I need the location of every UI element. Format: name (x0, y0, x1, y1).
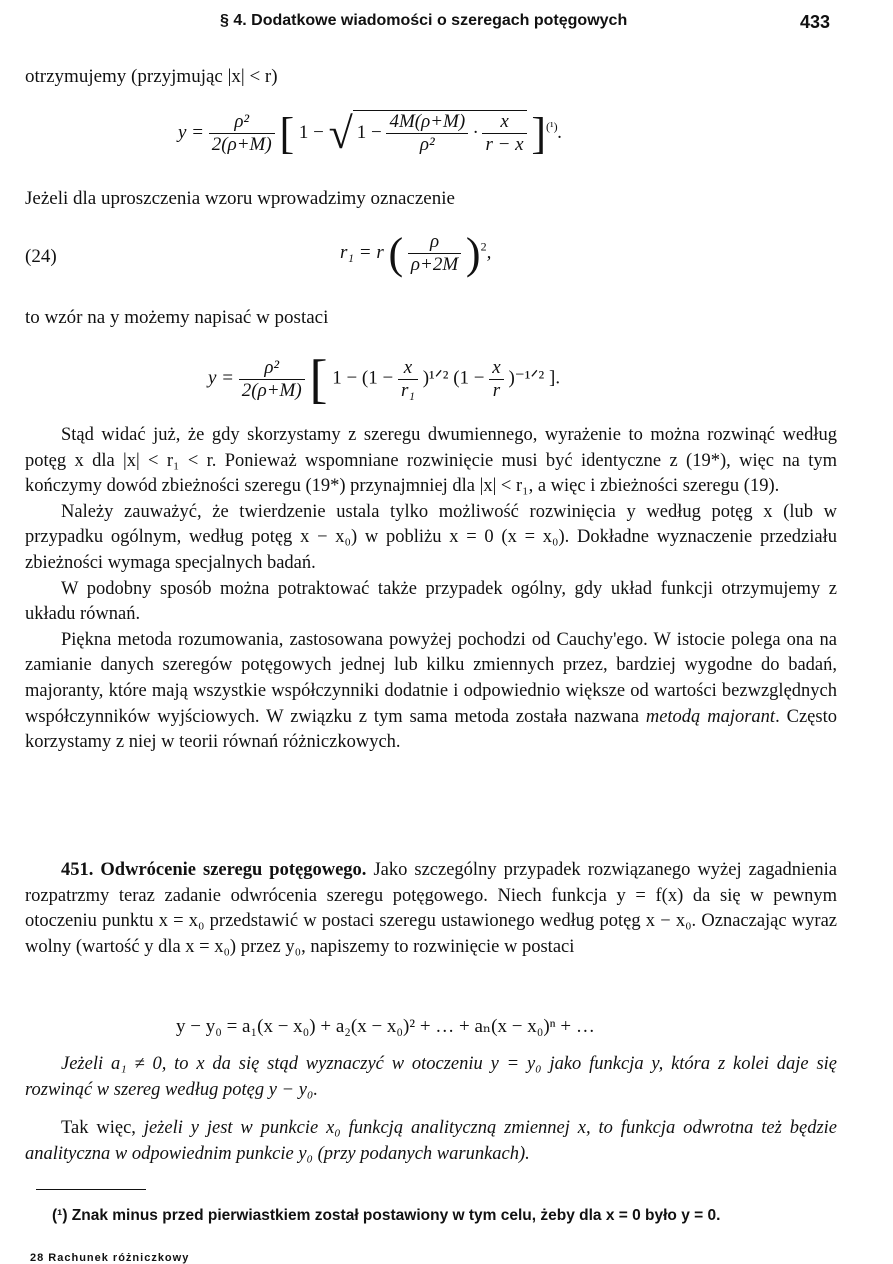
text-line-3: to wzór na y możemy napisać w postaci (25, 307, 329, 328)
body-text-block-1 (25, 423, 837, 756)
text-line-2: Jeżeli dla uproszczenia wzoru wprowadzimy oznaczenie (25, 188, 455, 209)
formula-series: y − y₀ = a₁(x − x₀) + a₂(x − x₀)² + … + aₙ(x − x₀)ⁿ + … (176, 1016, 595, 1037)
section-451 (25, 858, 837, 960)
formula-end: , (486, 241, 492, 263)
equation-number: (24) (25, 246, 57, 267)
denominator: r − x (485, 134, 524, 155)
text-run: Tak więc, (61, 1118, 144, 1138)
numerator: ρ² (209, 111, 275, 134)
fraction (398, 357, 418, 402)
formula-end: . (557, 121, 563, 143)
numerator: x (489, 357, 503, 380)
bracket-close: ] (531, 109, 547, 158)
footnote-divider (36, 1189, 146, 1190)
denominator: 2(ρ+M) (211, 134, 272, 155)
term-2: (1 − (453, 367, 485, 389)
denominator: r (492, 379, 501, 401)
paragraph (25, 1116, 837, 1167)
body-text-block-2 (25, 1052, 837, 1103)
formula-r1 (340, 228, 491, 279)
numerator: x (482, 111, 526, 134)
fraction (489, 357, 503, 402)
bracket-open: [ (279, 109, 295, 158)
one-minus: 1 − (298, 121, 324, 143)
bracket-open: [ (309, 349, 328, 409)
text-run: Piękna metoda rozumowania, zastosowana powyżej pochodzi od Cauchy'ego. W istocie polega ona na zamianie danych szeregów potęgowych jednej lub kilku zmiennych przez, bardziej wygodne do badań, majoranty, które mają wszystkie współczynniki dodatnie i odpowiednio większe od wartości bezwzględnych współczynników wyjściowych. W związku z tym sama metoda została nazwana (25, 629, 837, 727)
dot-operator: · (472, 121, 478, 143)
formula-y-binomial (208, 348, 560, 410)
paragraph: Należy zauważyć, że twierdzenie ustala tylko możliwość rozwinięcia y według potęg x (lub w przypadku ogólnym, według potęg x − x₀) w pobliżu x = 0 (x = x₀). Dokładne wyznaczenie przedziału zbieżności wymaga specjalnych badań. (25, 501, 837, 573)
signature-mark: 28 Rachunek różniczkowy (30, 1252, 190, 1264)
fraction (482, 111, 526, 156)
emphasis: metodą majorant (645, 706, 776, 727)
paragraph: Jeżeli a₁ ≠ 0, to x da się stąd wyznaczyć w otoczeniu y = y₀ jako funkcja y, która z kolei daje się rozwinąć w szereg według potęg y − y₀. (25, 1054, 837, 1100)
running-header: § 4. Dodatkowe wiadomości o szeregach potęgowych (220, 12, 628, 29)
fraction (209, 111, 275, 156)
section-heading: 451. Odwrócenie szeregu potęgowego. (61, 860, 367, 880)
paren-open: ( (388, 229, 404, 278)
denominator: r₁ (400, 379, 415, 401)
footnote-ref: (¹) (546, 119, 558, 134)
sqrt-symbol: √ (328, 109, 353, 158)
paragraph (25, 628, 837, 756)
formula-lhs: y = (208, 367, 235, 389)
numerator: 4M(ρ+M) (386, 111, 468, 134)
page-number: 433 (800, 12, 831, 32)
formula-lhs: r₁ = r (340, 241, 384, 263)
denominator: 2(ρ+M) (241, 379, 302, 401)
formula-end: ]. (549, 367, 561, 389)
body-text-block-3 (25, 1116, 837, 1167)
fraction (239, 357, 305, 402)
exponent: 2 (480, 239, 487, 254)
denominator: ρ+2M (410, 254, 459, 275)
emphasis: jeżeli y jest w punkcie x₀ funkcją analityczną zmiennej x, to funkcja odwrotna też będzie analityczna w odpowiednim punkcie y₀ (przy podanych warunkach). (25, 1118, 837, 1164)
fraction (408, 231, 461, 276)
text-line-1: otrzymujemy (przyjmując |x| < r) (25, 66, 278, 87)
numerator: ρ (408, 231, 461, 254)
footnote: (¹) Znak minus przed pierwiastkiem został postawiony w tym celu, żeby dla x = 0 było y = 0. (52, 1207, 721, 1224)
numerator: x (398, 357, 418, 380)
formula-lhs: y = (178, 121, 205, 143)
formula-y-root (178, 108, 562, 159)
paren-close: ) (465, 229, 481, 278)
inner-one-minus: 1 − (356, 121, 382, 143)
paragraph (25, 858, 837, 960)
exponent: )⁻¹ᐟ² (508, 367, 545, 389)
radicand (353, 110, 527, 156)
exponent: )¹ᐟ² (422, 367, 449, 389)
text-run: . Często korzystamy z niej w teorii równań różniczkowych. (25, 706, 837, 753)
term-1: 1 − (1 − (332, 367, 394, 389)
paragraph: W podobny sposób można potraktować także przypadek ogólny, gdy układ funkcji otrzymujemy z układu równań. (25, 578, 837, 625)
fraction (386, 111, 468, 156)
text-run: Jako szczególny przypadek rozwiązanego wyżej zagadnienia rozpatrzmy teraz zadanie odwrócenia szeregu potęgowego. Niech funkcja y = f(x) da się w pewnym otoczeniu punktu x = x₀ przedstawić w postaci szeregu ustawionego według potęg x − x₀. Oznaczając wyraz wolny (wartość y dla x = x₀) przez y₀, napiszemy to rozwinięcie w postaci (25, 860, 837, 957)
numerator: ρ² (239, 357, 305, 380)
paragraph: Stąd widać już, że gdy skorzystamy z szeregu dwumiennego, wyrażenie to można rozwinąć według potęg x dla |x| < r₁ < r. Ponieważ wspomniane rozwinięcie musi być identyczne z (19*), więc na tym kończymy dowód zbieżności szeregu (19*) przynajmniej dla |x| < r₁, a więc i zbieżności szeregu (19). (25, 425, 837, 497)
denominator: ρ² (419, 134, 435, 155)
